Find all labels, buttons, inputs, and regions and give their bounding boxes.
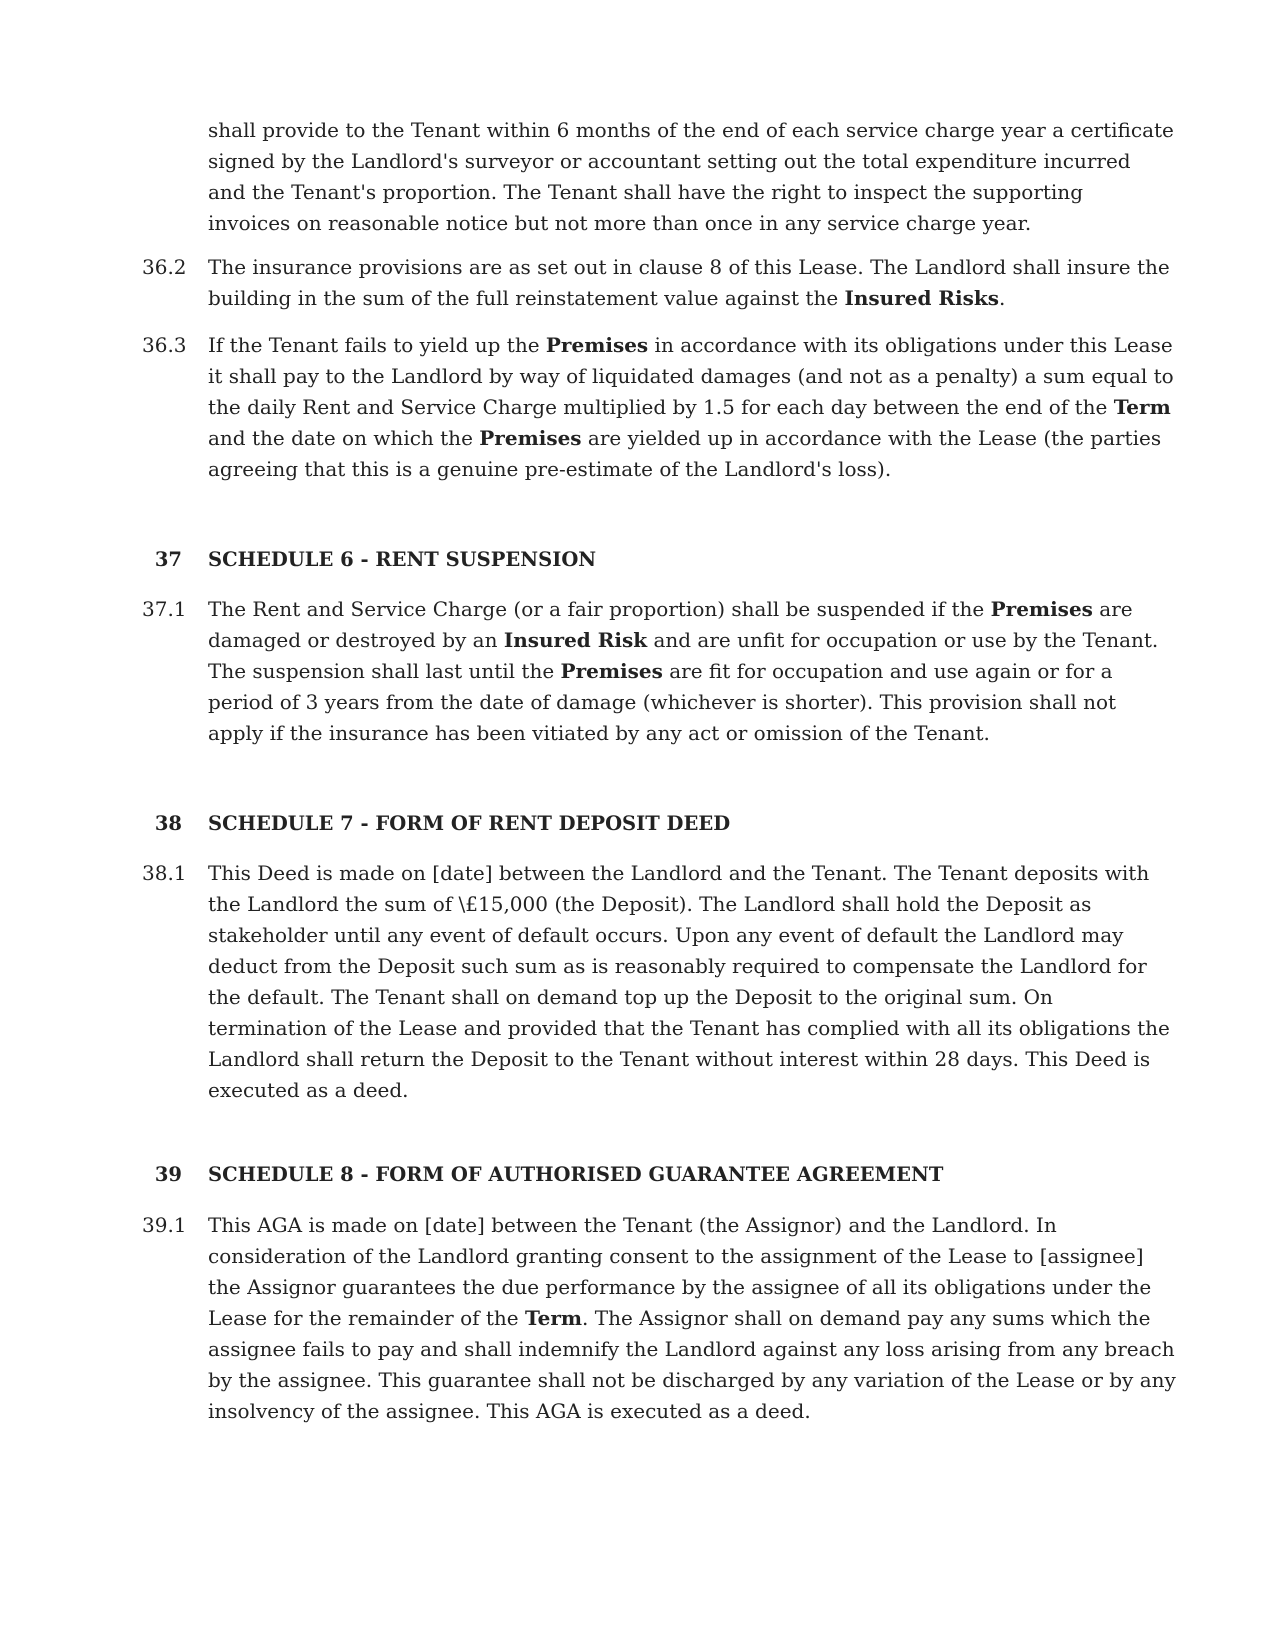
text-line (208, 1013, 1170, 1044)
text-run: it shall pay to the Landlord by way of liquidated damages (and not as a penalty) a sum equal to (208, 364, 1174, 388)
text-run: assignee fails to pay and shall indemnify the Landlord against any loss arising from any breach (208, 1337, 1175, 1361)
defined-term: Premises (990, 597, 1093, 621)
defined-term: Term (1113, 395, 1171, 419)
text-line (208, 392, 1171, 423)
text-line (208, 594, 1138, 625)
text-run: insolvency of the assignee. This AGA is executed as a deed. (208, 1399, 811, 1423)
text-line (208, 858, 1150, 889)
text-run: consideration of the Landlord granting consent to the assignment of the Lease to [assignee] (208, 1244, 1144, 1268)
clause-text (208, 330, 1174, 485)
section-number: 37 (154, 548, 182, 571)
text-run: period of 3 years from the date of damage (whichever is shorter). This provision shall not (208, 690, 1117, 714)
text-line (208, 454, 1138, 485)
text-line (208, 252, 1170, 283)
text-line (208, 656, 1138, 687)
text-run: invoices on reasonable notice but not more than once in any service charge year. (208, 211, 1032, 235)
text-run: in accordance with its obligations under this Lease (648, 333, 1173, 357)
text-line (208, 920, 1138, 951)
text-run: executed as a deed. (208, 1078, 409, 1102)
clause-text (208, 252, 1170, 314)
text-run: the default. The Tenant shall on demand top up the Deposit to the original sum. On (208, 985, 1053, 1009)
text-line (208, 1396, 1138, 1427)
text-run: The suspension shall last until the (208, 659, 561, 683)
text-run: agreeing that this is a genuine pre-estimate of the Landlord's loss). (208, 457, 892, 481)
text-run: damaged or destroyed by an (208, 628, 504, 652)
text-run: by the assignee. This guarantee shall not be discharged by any variation of the Lease or by any (208, 1368, 1176, 1392)
text-line (208, 889, 1138, 920)
text-run: termination of the Lease and provided that the Tenant has complied with all its obligations the (208, 1016, 1170, 1040)
text-run: . The Assignor shall on demand pay any sums which the (582, 1306, 1151, 1330)
text-run: Landlord shall return the Deposit to the Tenant without interest within 28 days. This Deed is (208, 1047, 1151, 1071)
text-line (208, 1303, 1151, 1334)
text-run: . (999, 286, 1006, 310)
text-run: If the Tenant fails to yield up the (208, 333, 546, 357)
clause-text (208, 858, 1170, 1106)
text-line (208, 951, 1147, 982)
section-number: 39 (154, 1163, 182, 1186)
text-run: shall provide to the Tenant within 6 months of the end of each service charge year a certificate (208, 118, 1174, 142)
clause-number: 36.2 (142, 255, 187, 279)
defined-term: Premises (560, 659, 663, 683)
section-title: SCHEDULE 7 - FORM OF RENT DEPOSIT DEED (208, 812, 731, 835)
text-line (208, 1044, 1151, 1075)
text-run: Lease for the remainder of the (208, 1306, 526, 1330)
text-run: deduct from the Deposit such sum as is reasonably required to compensate the Landlord for (208, 954, 1147, 978)
clause-number: 39.1 (142, 1213, 187, 1237)
clause-text (208, 115, 1174, 239)
text-run: signed by the Landlord's surveyor or accountant setting out the total expenditure incurred (208, 149, 1131, 173)
text-line (208, 177, 1138, 208)
text-run: The Rent and Service Charge (or a fair proportion) shall be suspended if the (208, 597, 991, 621)
defined-term: Premises (545, 333, 649, 357)
text-run: apply if the insurance has been vitiated by any act or omission of the Tenant. (208, 721, 990, 745)
text-line (208, 330, 1173, 361)
text-run: and the Tenant's proportion. The Tenant shall have the right to inspect the supporting (208, 180, 1083, 204)
text-line (208, 1075, 1138, 1106)
text-run: the Landlord the sum of \£15,000 (the Deposit). The Landlord shall hold the Deposit as (208, 892, 1092, 916)
defined-term: Premises (479, 426, 582, 450)
text-run: This Deed is made on [date] between the Landlord and the Tenant. The Tenant deposits with (208, 861, 1150, 885)
clause-number: 38.1 (142, 861, 187, 885)
text-line (208, 361, 1174, 392)
section-title: SCHEDULE 6 - RENT SUSPENSION (208, 548, 597, 571)
text-line (208, 1210, 1138, 1241)
clause-text (208, 594, 1159, 749)
text-line (208, 687, 1138, 718)
text-line (208, 115, 1174, 146)
text-line (208, 1365, 1176, 1396)
text-run: building in the sum of the full reinstatement value against the (208, 286, 845, 310)
text-run: are yielded up in accordance with the Lease (the parties (581, 426, 1162, 450)
text-run: and are unfit for occupation or use by the Tenant. (647, 628, 1159, 652)
text-line (208, 208, 1138, 239)
defined-term: Term (525, 1306, 583, 1330)
defined-term: Insured Risk (503, 628, 648, 652)
text-run: are fit for occupation and use again or for a (662, 659, 1113, 683)
text-line (208, 423, 1162, 454)
text-run: are (1092, 597, 1133, 621)
text-run: The insurance provisions are as set out in clause 8 of this Lease. The Landlord shall insure the (208, 255, 1170, 279)
text-run: This AGA is made on [date] between the Tenant (the Assignor) and the Landlord. In (208, 1213, 1057, 1237)
text-line (208, 625, 1159, 656)
text-line (208, 718, 1138, 749)
text-run: and the date on which the (208, 426, 480, 450)
clause-number: 37.1 (142, 597, 187, 621)
text-line (208, 1241, 1144, 1272)
defined-term: Insured Risks (844, 286, 1000, 310)
text-line (208, 146, 1138, 177)
text-run: the daily Rent and Service Charge multiplied by 1.5 for each day between the end of the (208, 395, 1114, 419)
section-number: 38 (154, 812, 182, 835)
section-title: SCHEDULE 8 - FORM OF AUTHORISED GUARANTEE AGREEMENT (208, 1163, 944, 1186)
text-run: the Assignor guarantees the due performance by the assignee of all its obligations under the (208, 1275, 1152, 1299)
text-line (208, 283, 1138, 314)
text-line (208, 1272, 1152, 1303)
text-line (208, 982, 1138, 1013)
clause-text (208, 1210, 1176, 1427)
text-run: stakeholder until any event of default occurs. Upon any event of default the Landlord may (208, 923, 1124, 947)
text-line (208, 1334, 1175, 1365)
clause-number: 36.3 (142, 333, 187, 357)
